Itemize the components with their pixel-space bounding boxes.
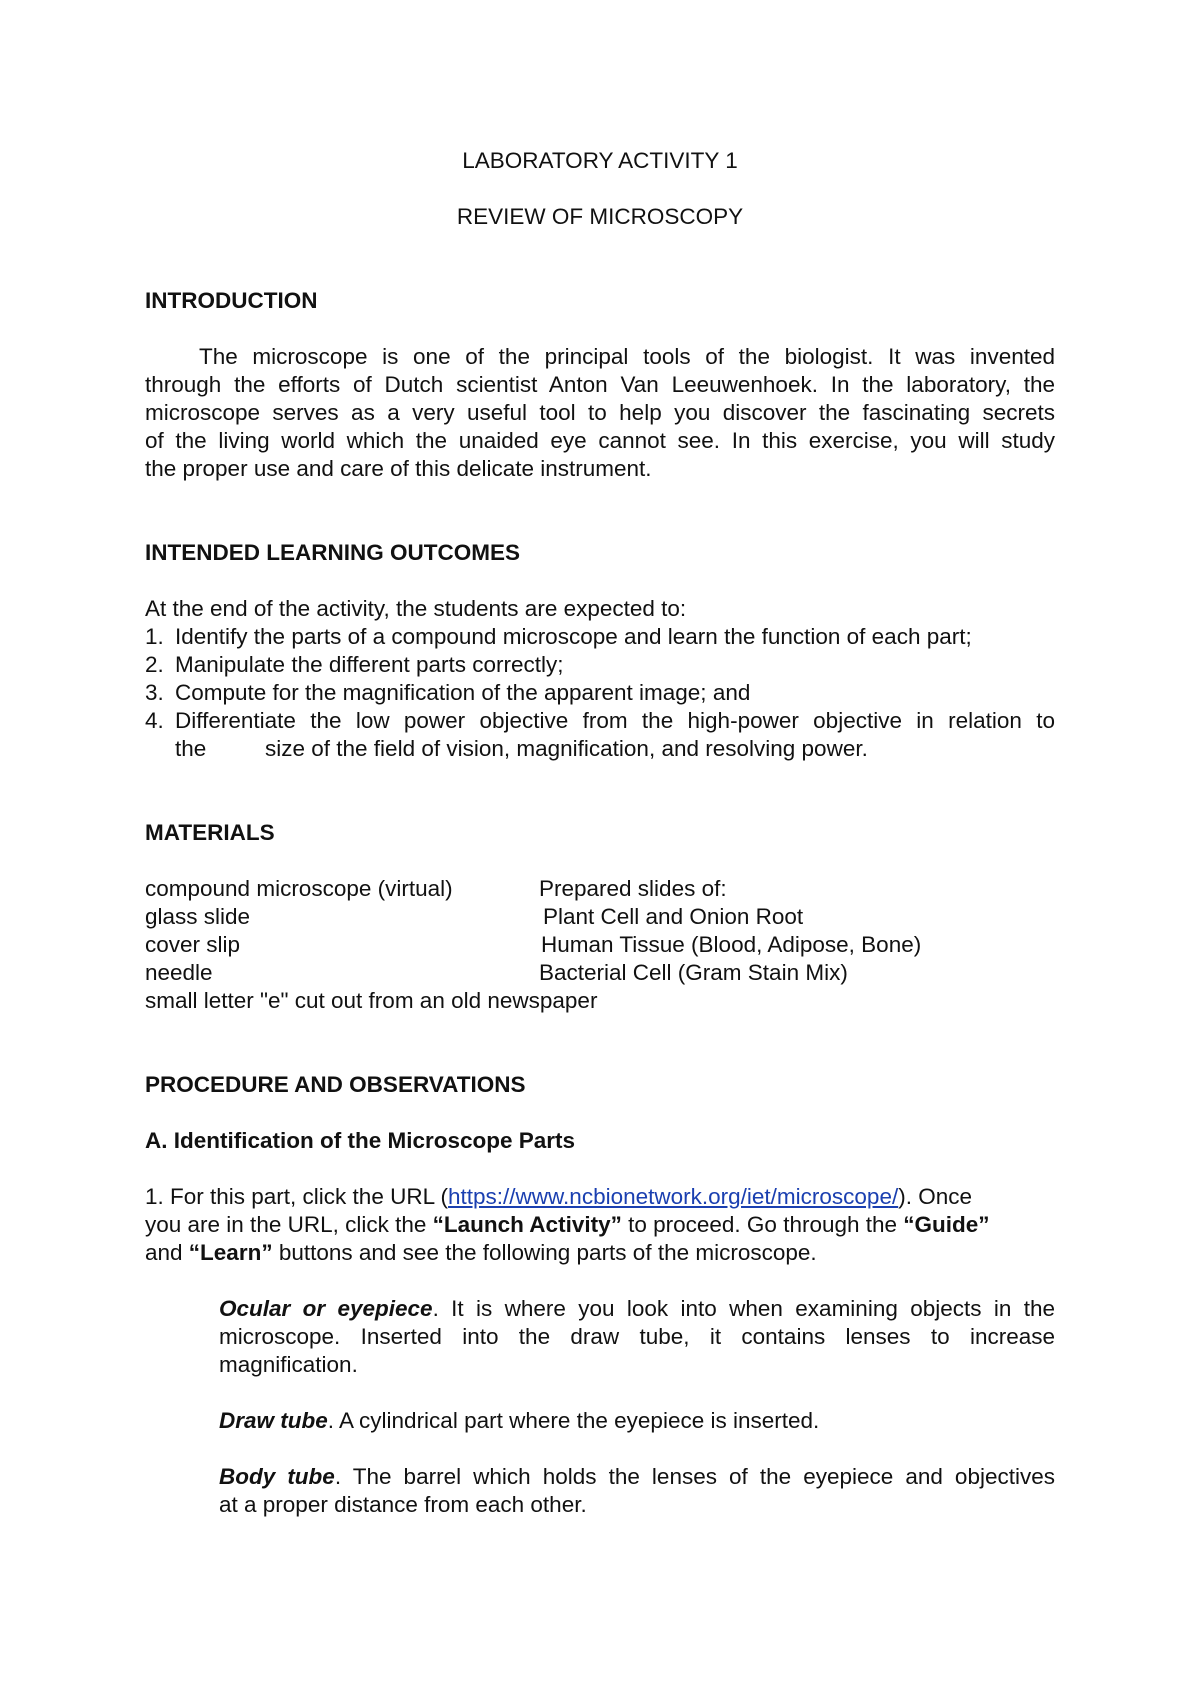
introduction-line-3: microscope serves as a very useful tool to help you discover the fascinating secrets <box>145 400 1055 425</box>
material-left-4: needle <box>145 960 213 985</box>
outcome-text-3: Compute for the magnification of the apparent image; and <box>175 680 751 705</box>
step-1-line-2-b: to proceed. Go through the <box>621 1212 904 1237</box>
guide-label: “Guide” <box>903 1212 990 1237</box>
step-1-prefix: 1. For this part, click the URL ( <box>145 1184 449 1209</box>
step-1-line-3 <box>145 1239 817 1267</box>
outcomes-heading: INTENDED LEARNING OUTCOMES <box>145 540 521 565</box>
step-1-line-1 <box>145 1183 1055 1211</box>
material-right-1: Prepared slides of: <box>539 876 727 901</box>
part-draw-tube-line-1 <box>219 1407 819 1435</box>
outcome-text-2: Manipulate the different parts correctly; <box>175 652 564 677</box>
material-left-1: compound microscope (virtual) <box>145 876 453 901</box>
material-left-2: glass slide <box>145 904 251 929</box>
part-ocular-term: Ocular or eyepiece <box>219 1296 433 1321</box>
introduction-heading: INTRODUCTION <box>145 288 318 313</box>
materials-heading: MATERIALS <box>145 820 275 845</box>
step-1-line-2 <box>145 1211 990 1239</box>
outcome-number-2: 2. <box>145 652 164 677</box>
outcome-text-4-cont-a: the <box>175 736 207 761</box>
document-subtitle: REVIEW OF MICROSCOPY <box>456 204 744 229</box>
launch-activity-label: “Launch Activity” <box>432 1212 622 1237</box>
part-body-tube-line-2: at a proper distance from each other. <box>219 1492 587 1517</box>
step-1-line-3-b: buttons and see the following parts of the microscope. <box>272 1240 817 1265</box>
step-1-line-2-a: you are in the URL, click the <box>145 1212 433 1237</box>
learn-label: “Learn” <box>188 1240 273 1265</box>
outcomes-lead: At the end of the activity, the students are expected to: <box>145 596 687 621</box>
part-ocular-line-3: magnification. <box>219 1352 358 1377</box>
part-draw-tube-desc: . A cylindrical part where the eyepiece is inserted. <box>327 1408 820 1433</box>
part-draw-tube-term: Draw tube <box>219 1408 328 1433</box>
part-a-heading: A. Identification of the Microscope Parts <box>145 1128 576 1153</box>
step-1-line-3-a: and <box>145 1240 189 1265</box>
procedure-heading: PROCEDURE AND OBSERVATIONS <box>145 1072 526 1097</box>
part-body-tube-desc-1: . The barrel which holds the lenses of the eyepiece and objectives <box>334 1464 1055 1489</box>
material-right-2: Plant Cell and Onion Root <box>543 904 804 929</box>
document-title: LABORATORY ACTIVITY 1 <box>462 148 738 173</box>
step-1-after-url: ). Once <box>898 1184 972 1209</box>
material-left-5: small letter "e" cut out from an old newspaper <box>145 988 598 1013</box>
part-body-tube-line-1 <box>219 1463 1055 1491</box>
part-body-tube-term: Body tube <box>219 1464 335 1489</box>
material-left-3: cover slip <box>145 932 241 957</box>
part-ocular-line-2: microscope. Inserted into the draw tube, it contains lenses to increase <box>219 1324 1055 1349</box>
outcome-text-1: Identify the parts of a compound microscope and learn the function of each part; <box>175 624 972 649</box>
outcome-number-3: 3. <box>145 680 164 705</box>
material-right-4: Bacterial Cell (Gram Stain Mix) <box>539 960 848 985</box>
outcome-text-4: Differentiate the low power objective from the high-power objective in relation to <box>175 708 1055 733</box>
material-right-3: Human Tissue (Blood, Adipose, Bone) <box>541 932 922 957</box>
part-ocular-desc-1: . It is where you look into when examining objects in the <box>432 1296 1055 1321</box>
outcome-text-4-cont-b: size of the field of vision, magnification, and resolving power. <box>265 736 868 761</box>
introduction-line-5: the proper use and care of this delicate instrument. <box>145 456 652 481</box>
outcome-number-1: 1. <box>145 624 164 649</box>
introduction-line-4: of the living world which the unaided eye cannot see. In this exercise, you will study <box>145 428 1055 453</box>
microscope-url-link[interactable]: https://www.ncbionetwork.org/iet/microscope/ <box>448 1184 899 1209</box>
outcome-number-4: 4. <box>145 708 164 733</box>
part-ocular-line-1 <box>219 1295 1055 1323</box>
introduction-line-2: through the efforts of Dutch scientist Anton Van Leeuwenhoek. In the laboratory, the <box>145 372 1055 397</box>
introduction-line-1: The microscope is one of the principal tools of the biologist. It was invented <box>199 344 1055 369</box>
